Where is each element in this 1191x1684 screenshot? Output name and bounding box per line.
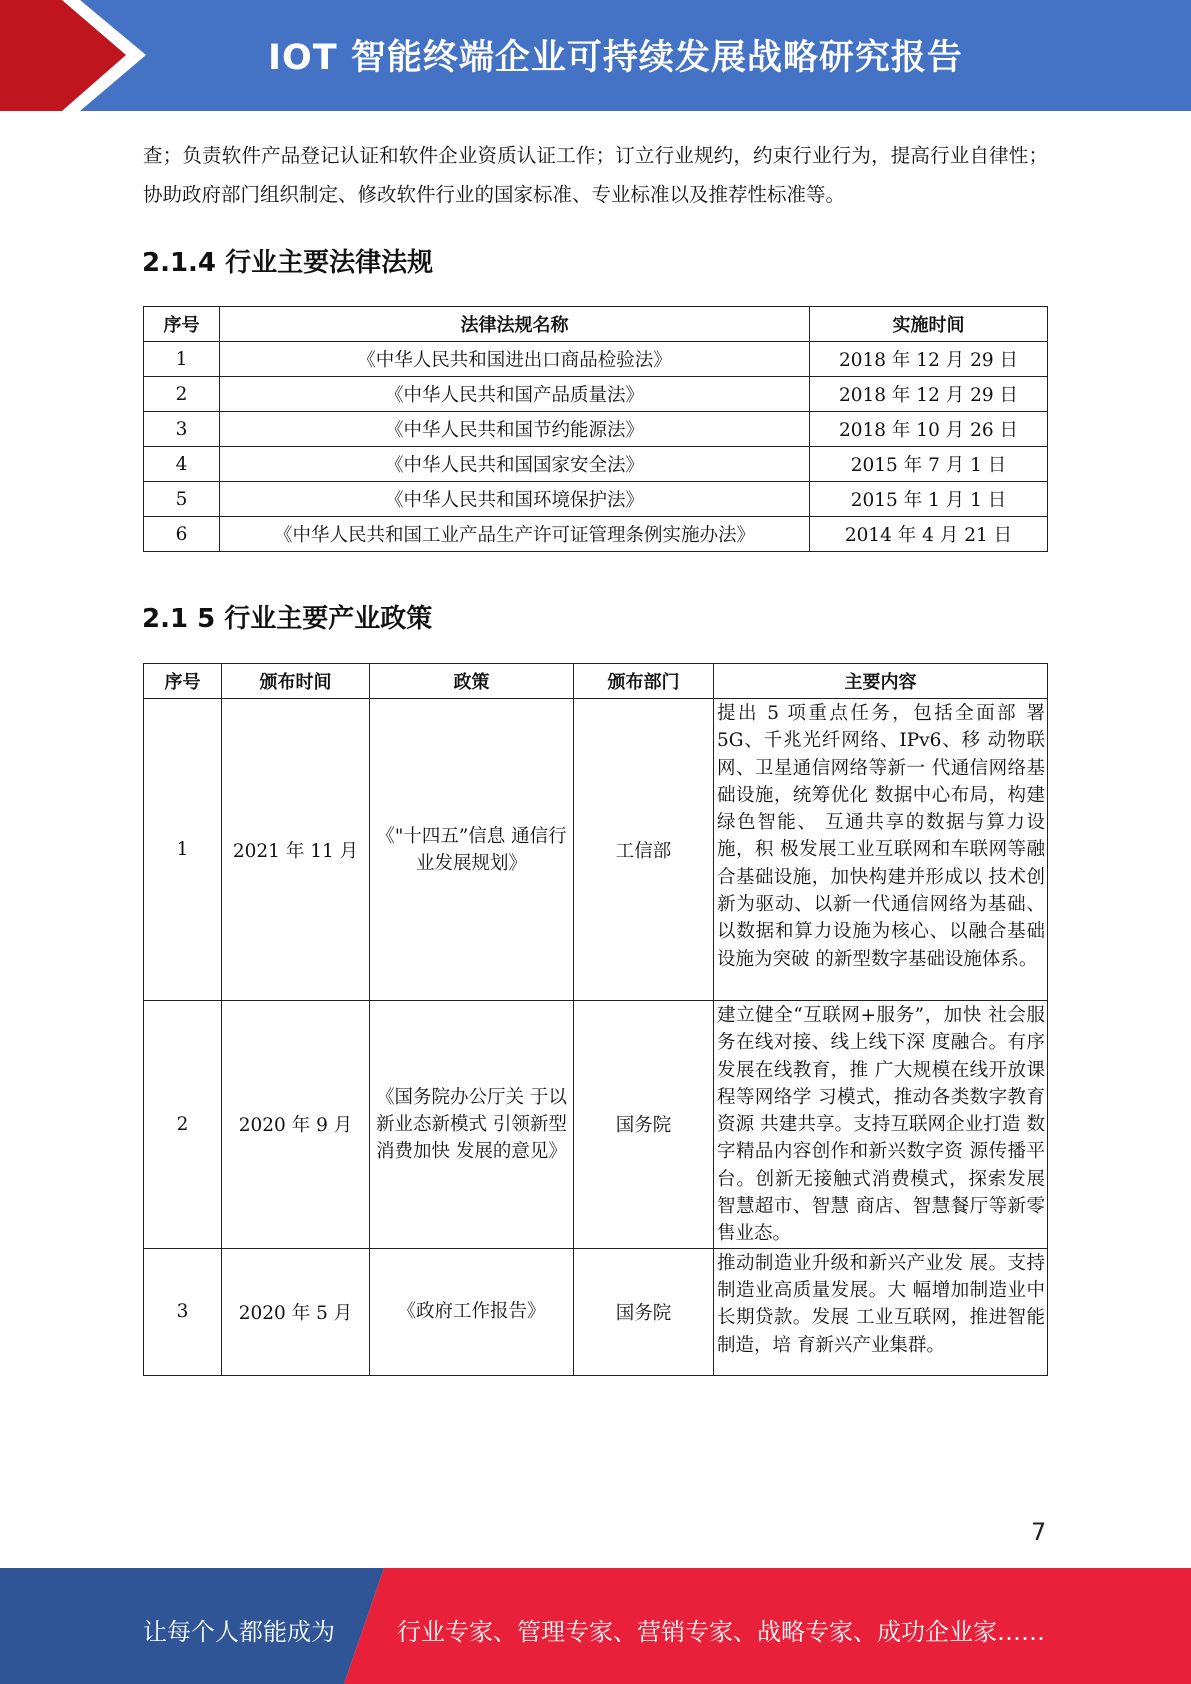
table-row xyxy=(144,377,1048,412)
policies-table xyxy=(143,663,1048,1376)
row-number: 2 xyxy=(144,377,220,412)
footer-slogan-left: 让每个人都能成为 xyxy=(143,1618,335,1646)
main-content: 建立健全“互联网+服务”，加快 社会服务在线对接、线上线下深 度融合。有序发展在线教育，推 广大规模在线开放课程等网络学 习模式，推动各类数字教育资源 共建共享。支持互联网企业打造 数字精品内容创作和新兴数字资 源传播平台。创新无接触式消费模式，探索发展智慧超市、智慧 商店、智慧餐厅等新零售业态。 xyxy=(714,1001,1048,1249)
table-row xyxy=(144,517,1048,552)
row-number: 1 xyxy=(144,699,222,1001)
page-header xyxy=(0,0,1191,111)
law-name: 《中华人民共和国环境保护法》 xyxy=(220,482,810,517)
footer-slogan-right: 行业专家、管理专家、营销专家、战略专家、成功企业家…… xyxy=(397,1618,1045,1646)
page-number: 7 xyxy=(1031,1518,1047,1546)
law-name: 《中华人民共和国国家安全法》 xyxy=(220,447,810,482)
column-header: 序号 xyxy=(144,664,222,699)
issuing-department: 国务院 xyxy=(574,1248,714,1375)
row-number: 3 xyxy=(144,1248,222,1375)
row-number: 5 xyxy=(144,482,220,517)
row-number: 2 xyxy=(144,1001,222,1249)
table-header-row xyxy=(144,664,1048,699)
policy-name: 《政府工作报告》 xyxy=(370,1248,574,1375)
effective-date: 2014 年 4 月 21 日 xyxy=(810,517,1048,552)
issue-date: 2021 年 11 月 xyxy=(222,699,370,1001)
issue-date: 2020 年 5 月 xyxy=(222,1248,370,1375)
header-arrow-decoration xyxy=(0,0,150,111)
effective-date: 2018 年 10 月 26 日 xyxy=(810,412,1048,447)
effective-date: 2015 年 1 月 1 日 xyxy=(810,482,1048,517)
row-number: 4 xyxy=(144,447,220,482)
row-number: 6 xyxy=(144,517,220,552)
main-content: 提出 5 项重点任务，包括全面部 署5G、千兆光纤网络、IPv6、移 动物联网、卫星通信网络等新一 代通信网络基础设施，统筹优化 数据中心布局，构建绿色智能、 互通共享的数据与算力设施，积 极发展工业互联网和车联网等融 合基础设施，加快构建并形成以 技术创新为驱动、以新一代通信网络为基础、以数据和算力设施为核心、以融合基础设施为突破 的新型数字基础设施体系。 xyxy=(714,699,1048,1001)
column-header: 主要内容 xyxy=(714,664,1048,699)
section-heading-policies: 2.1 5 行业主要产业政策 xyxy=(142,604,433,634)
effective-date: 2018 年 12 月 29 日 xyxy=(810,377,1048,412)
law-name: 《中华人民共和国工业产品生产许可证管理条例实施办法》 xyxy=(220,517,810,552)
column-header: 政策 xyxy=(370,664,574,699)
column-header: 颁布部门 xyxy=(574,664,714,699)
table-row xyxy=(144,447,1048,482)
column-header: 实施时间 xyxy=(810,307,1048,342)
table-row xyxy=(144,699,1048,1001)
law-name: 《中华人民共和国节约能源法》 xyxy=(220,412,810,447)
table-row xyxy=(144,412,1048,447)
column-header: 法律法规名称 xyxy=(220,307,810,342)
issuing-department: 工信部 xyxy=(574,699,714,1001)
effective-date: 2015 年 7 月 1 日 xyxy=(810,447,1048,482)
column-header: 序号 xyxy=(144,307,220,342)
table-row xyxy=(144,342,1048,377)
intro-paragraph: 查；负责软件产品登记认证和软件企业资质认证工作；订立行业规约，约束行业行为，提高行业自律性；协助政府部门组织制定、修改软件行业的国家标准、专业标准以及推荐性标准等。 xyxy=(143,144,1048,206)
column-header: 颁布时间 xyxy=(222,664,370,699)
policy-name: 《"十四五”信息 通信行业发展规划》 xyxy=(370,699,574,1001)
main-content: 推动制造业升级和新兴产业发 展。支持制造业高质量发展。大 幅增加制造业中长期贷款。发展 工业互联网，推进智能制造，培 育新兴产业集群。 xyxy=(714,1248,1048,1375)
policy-name: 《国务院办公厅关 于以新业态新模式 引领新型消费加快 发展的意见》 xyxy=(370,1001,574,1249)
issuing-department: 国务院 xyxy=(574,1001,714,1249)
table-row xyxy=(144,1248,1048,1375)
issue-date: 2020 年 9 月 xyxy=(222,1001,370,1249)
row-number: 1 xyxy=(144,342,220,377)
law-name: 《中华人民共和国进出口商品检验法》 xyxy=(220,342,810,377)
row-number: 3 xyxy=(144,412,220,447)
section-heading-laws: 2.1.4 行业主要法律法规 xyxy=(142,248,434,278)
table-row xyxy=(144,1001,1048,1249)
effective-date: 2018 年 12 月 29 日 xyxy=(810,342,1048,377)
table-row xyxy=(144,482,1048,517)
laws-table xyxy=(143,306,1048,552)
report-title: IOT 智能终端企业可持续发展战略研究报告 xyxy=(268,38,963,78)
table-header-row xyxy=(144,307,1048,342)
law-name: 《中华人民共和国产品质量法》 xyxy=(220,377,810,412)
